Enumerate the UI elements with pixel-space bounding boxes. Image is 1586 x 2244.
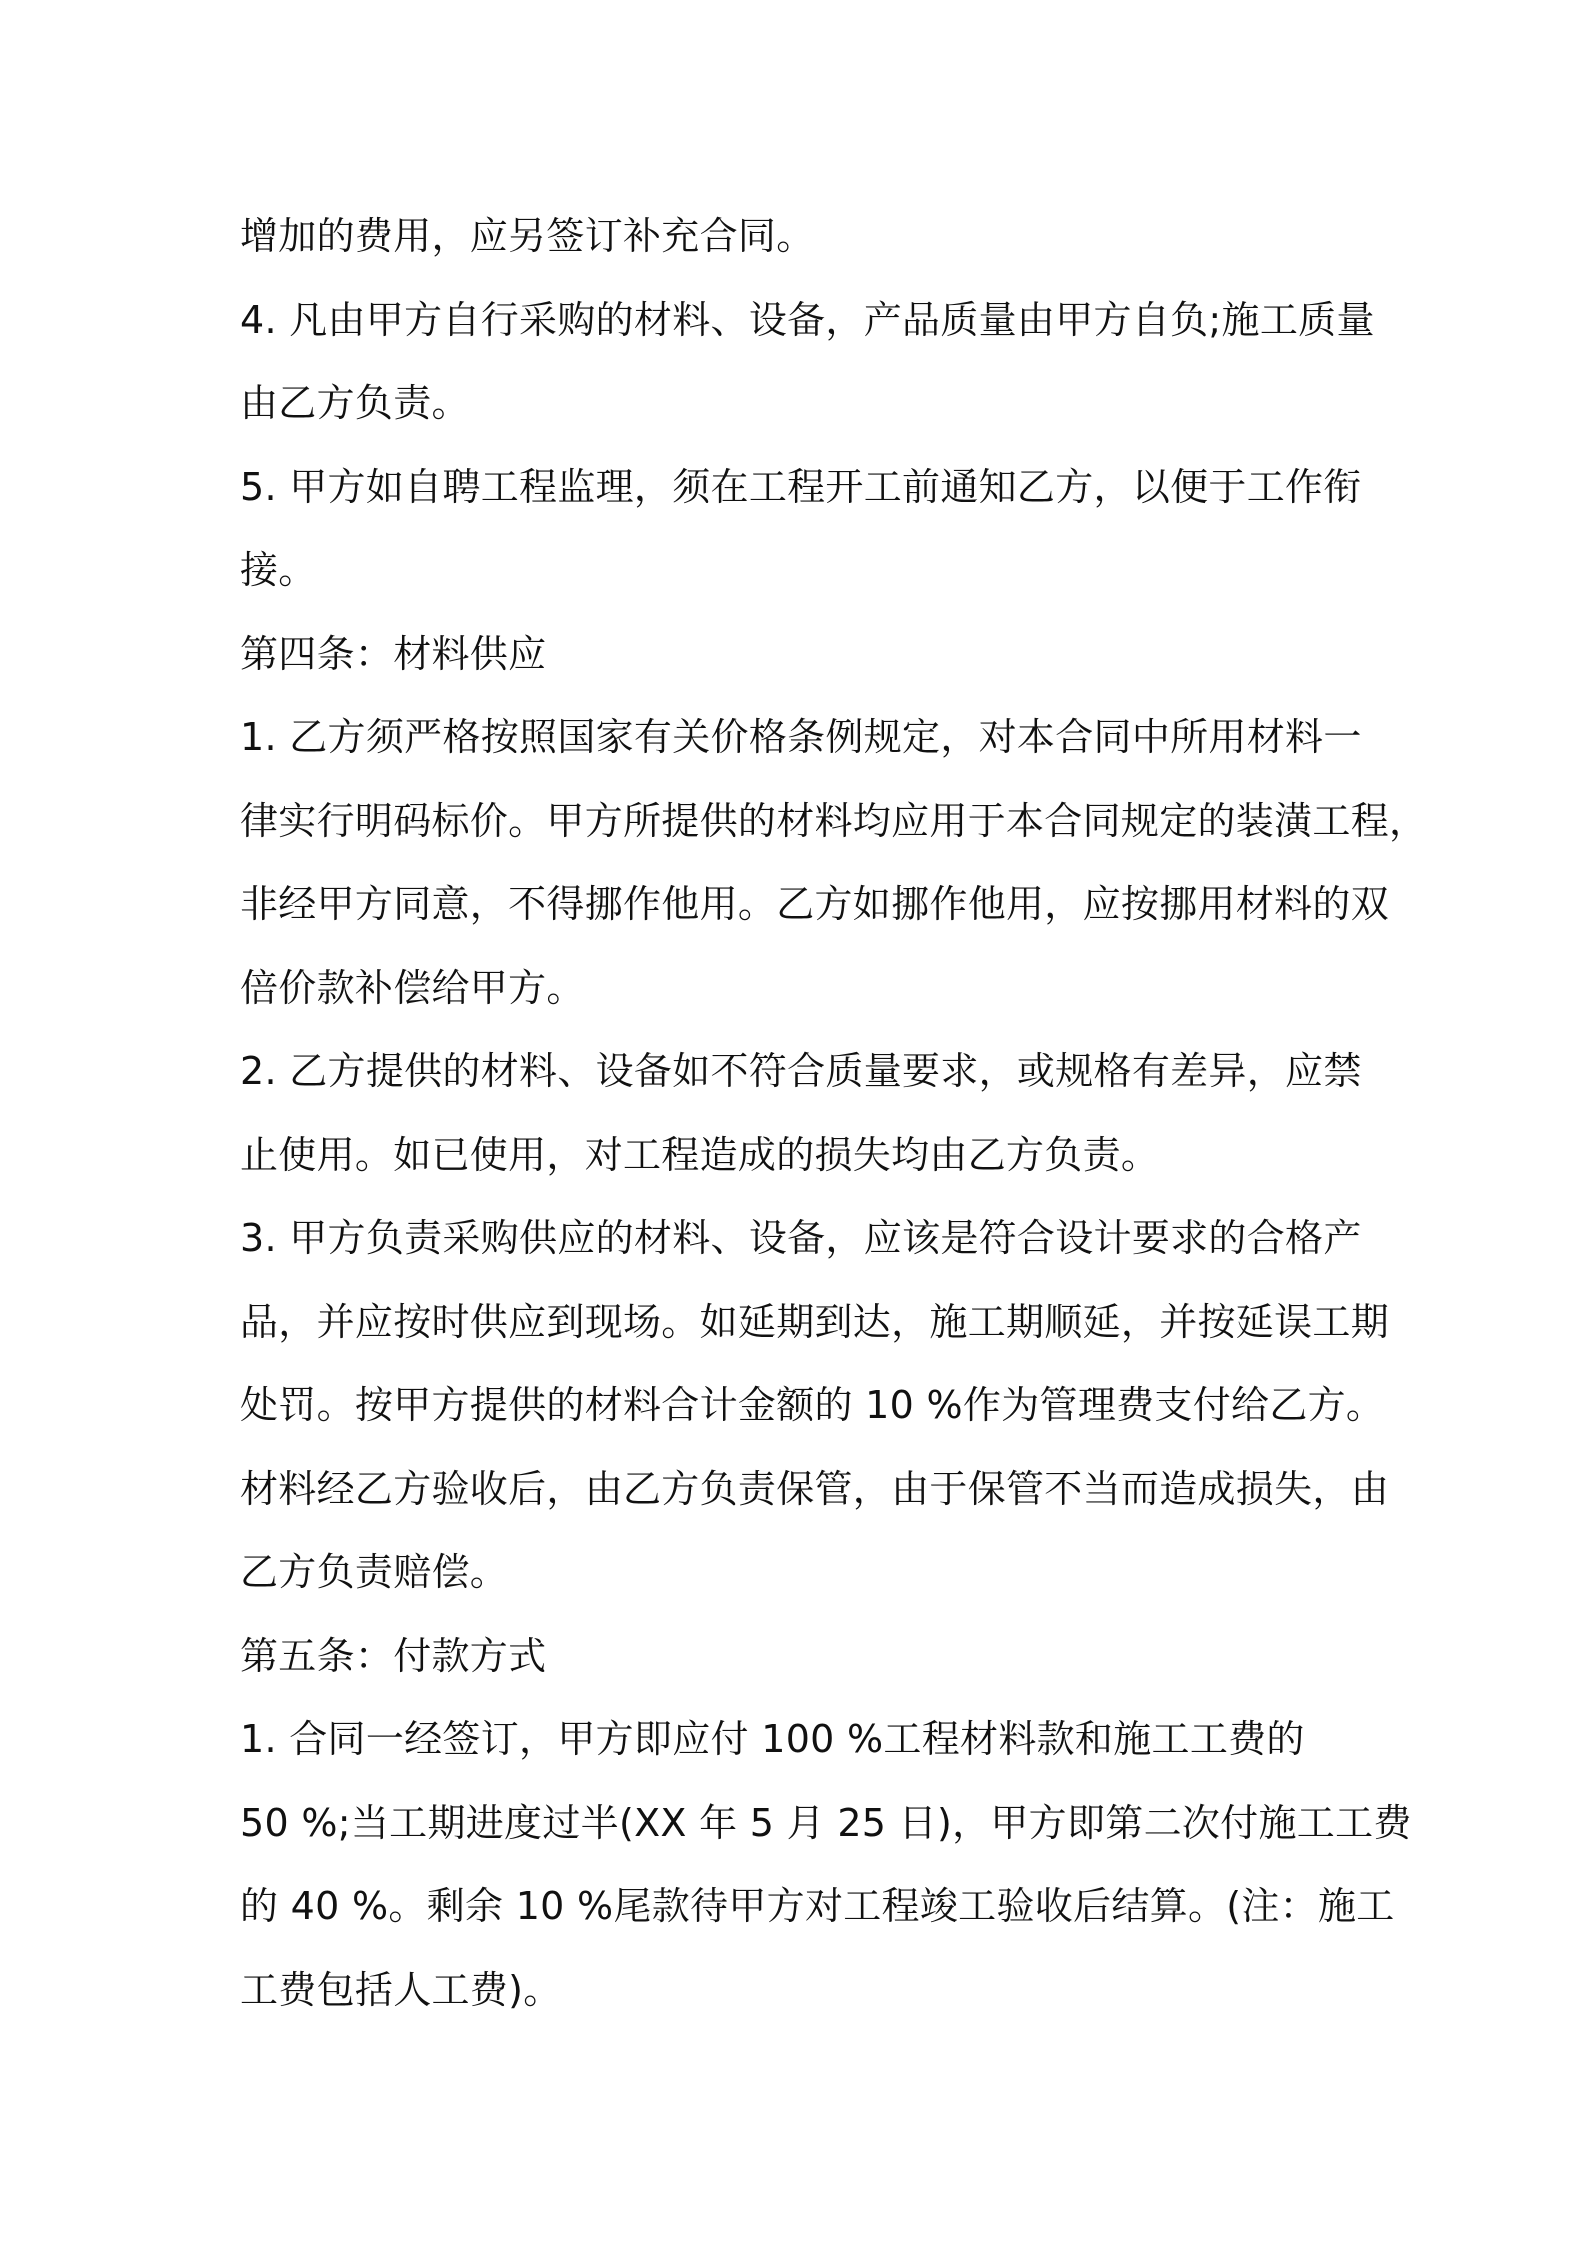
section-heading-article-4 [240,613,1360,697]
paragraph-article-4-item-2 [240,1030,1360,1197]
text-line: 由乙方负责。 [240,381,470,425]
paragraph-article-5-item-1 [240,1698,1412,2032]
text-line: 处罚。按甲方提供的材料合计金额的 10 %作为管理费支付给乙方。 [240,1383,1385,1427]
text-line: 50 %;当工期进度过半(XX 年 5 月 25 日)，甲方即第二次付施工工费 [240,1800,1412,1845]
text-line: 乙方负责赔偿。 [240,1550,509,1594]
text-line: 品，并应按时供应到现场。如延期到达，施工期顺延，并按延误工期 [240,1299,1390,1344]
paragraph-item-4-self-purchase [240,279,1375,446]
paragraph-item-5-supervision [240,446,1360,613]
text-line: 止使用。如已使用，对工程造成的损失均由乙方负责。 [240,1132,1160,1177]
section-heading: 第四条：材料供应 [240,631,547,676]
text-line: 增加的费用，应另签订补充合同。 [240,214,815,258]
paragraph-article-4-item-3 [240,1197,1390,1615]
section-heading: 第五条：付款方式 [240,1633,547,1678]
paragraph-additional-cost [240,195,1360,279]
text-line: 3. 甲方负责采购供应的材料、设备，应该是符合设计要求的合格产 [240,1216,1362,1260]
text-line: 接。 [240,548,317,592]
document-body [240,195,1428,2032]
text-line: 4. 凡由甲方自行采购的材料、设备，产品质量由甲方自负;施工质量 [240,297,1375,342]
text-line: 材料经乙方验收后，由乙方负责保管，由于保管不当而造成损失，由 [240,1466,1390,1511]
section-heading-article-5 [240,1615,1360,1699]
text-line: 工费包括人工费)。 [240,1967,562,2012]
text-line: 倍价款补偿给甲方。 [240,965,585,1010]
text-line: 1. 合同一经签订，甲方即应付 100 %工程材料款和施工工费的 [240,1717,1305,1761]
paragraph-article-4-item-1 [240,696,1428,1030]
text-line: 律实行明码标价。甲方所提供的材料均应用于本合同规定的装潢工程， [240,798,1428,843]
text-line: 的 40 %。剩余 10 %尾款待甲方对工程竣工验收后结算。(注：施工 [240,1884,1395,1928]
text-line: 2. 乙方提供的材料、设备如不符合质量要求，或规格有差异，应禁 [240,1049,1362,1093]
text-line: 1. 乙方须严格按照国家有关价格条例规定，对本合同中所用材料一 [240,715,1362,759]
text-line: 5. 甲方如自聘工程监理，须在工程开工前通知乙方，以便于工作衔 [240,464,1362,509]
text-line: 非经甲方同意，不得挪作他用。乙方如挪作他用，应按挪用材料的双 [240,882,1390,926]
